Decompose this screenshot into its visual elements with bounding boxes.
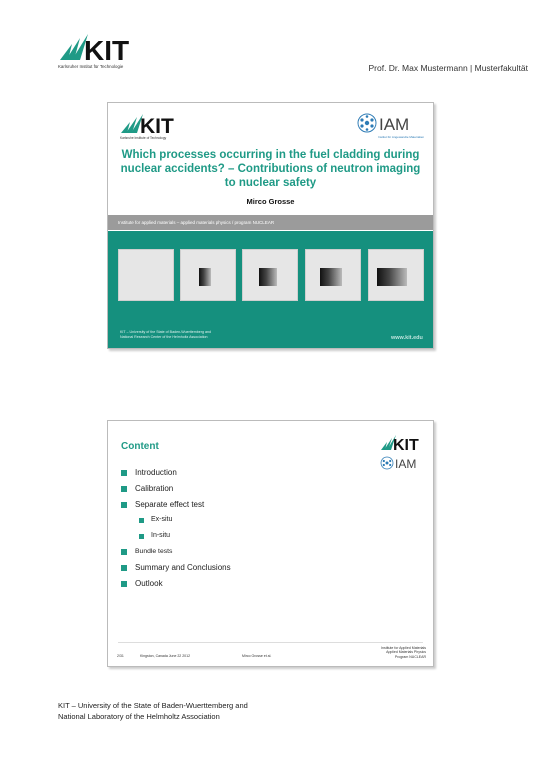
slide2-iam-logo [380, 455, 424, 471]
bullet-icon [121, 565, 127, 571]
bullet-icon [121, 581, 127, 587]
neutron-image-4 [305, 249, 361, 301]
neutron-image-5 [368, 249, 424, 301]
slide2-footer-author: Mirco Grosse et al. [242, 654, 272, 658]
svg-text:Institut für Angewandte Materi: Institut für Angewandte Materialien [378, 135, 425, 139]
footer-line-2: National Laboratory of the Helmholtz Association [58, 712, 220, 721]
slide1-title: Which processes occurring in the fuel cladding during nuclear accidents? – Contributions of neutron imaging to nuclear safety [120, 149, 421, 189]
bullet-icon [121, 502, 127, 508]
svg-text:IAM: IAM [379, 115, 410, 134]
list-item: Separate effect test [121, 497, 341, 513]
footer-line-1: KIT – University of the State of Baden-Wuerttemberg and [58, 701, 248, 710]
slide2-heading: Content [121, 441, 159, 452]
bullet-icon [121, 470, 127, 476]
list-item: Introduction [121, 465, 341, 481]
neutron-image-3 [242, 249, 298, 301]
slide2-venue: Kingston, Canada June 22 2012 [140, 654, 191, 658]
kit-logo-text: KIT [84, 35, 130, 66]
kit-logo [58, 30, 138, 70]
content-list [121, 465, 341, 591]
list-item: Summary and Conclusions [121, 560, 341, 576]
slide2-institute: Institute for Applied Materials Applied Materials Physics Program NUCLEAR [381, 646, 426, 659]
bullet-icon [121, 486, 127, 492]
page-footer [58, 700, 248, 722]
slide1-institute-bar: Institute for applied materials – applied materials physics / program NUCLEAR [108, 215, 433, 230]
slide1-author: Mirco Grosse [246, 197, 295, 206]
title-slide-thumbnail [107, 102, 434, 349]
list-item: Calibration [121, 481, 341, 497]
svg-text:KIT: KIT [393, 437, 419, 454]
slide1-green-panel [108, 231, 433, 348]
slide1-iam-logo [356, 111, 428, 141]
svg-text:Karlsruhe Institute of Technol: Karlsruhe Institute of Technology [120, 136, 167, 140]
slide1-kit-logo [120, 111, 182, 141]
bullet-icon [139, 518, 144, 523]
slide1-footer: KIT – University of the State of Baden-Wuerttemberg and National Research Center of the Helmholtz Association [120, 330, 211, 339]
slide2-footer-divider [118, 642, 423, 643]
kit-logo-subtitle: Karlsruher Institut für Technologie [58, 64, 124, 69]
header-author: Prof. Dr. Max Mustermann | Musterfakultät [368, 63, 528, 73]
svg-text:KIT: KIT [140, 115, 174, 138]
slide2-page-number: 2/31 [117, 654, 124, 658]
slide2-kit-logo [380, 433, 422, 455]
list-subitem: In-situ [121, 528, 341, 544]
list-item: Bundle tests [121, 544, 341, 560]
list-item: Outlook [121, 576, 341, 592]
slide1-url: www.kit.edu [391, 335, 423, 341]
bullet-icon [139, 534, 144, 539]
neutron-image-2 [180, 249, 236, 301]
content-slide-thumbnail [107, 420, 434, 667]
svg-text:IAM: IAM [395, 457, 417, 471]
list-subitem: Ex-situ [121, 512, 341, 528]
neutron-image-1 [118, 249, 174, 301]
bullet-icon [121, 549, 127, 555]
